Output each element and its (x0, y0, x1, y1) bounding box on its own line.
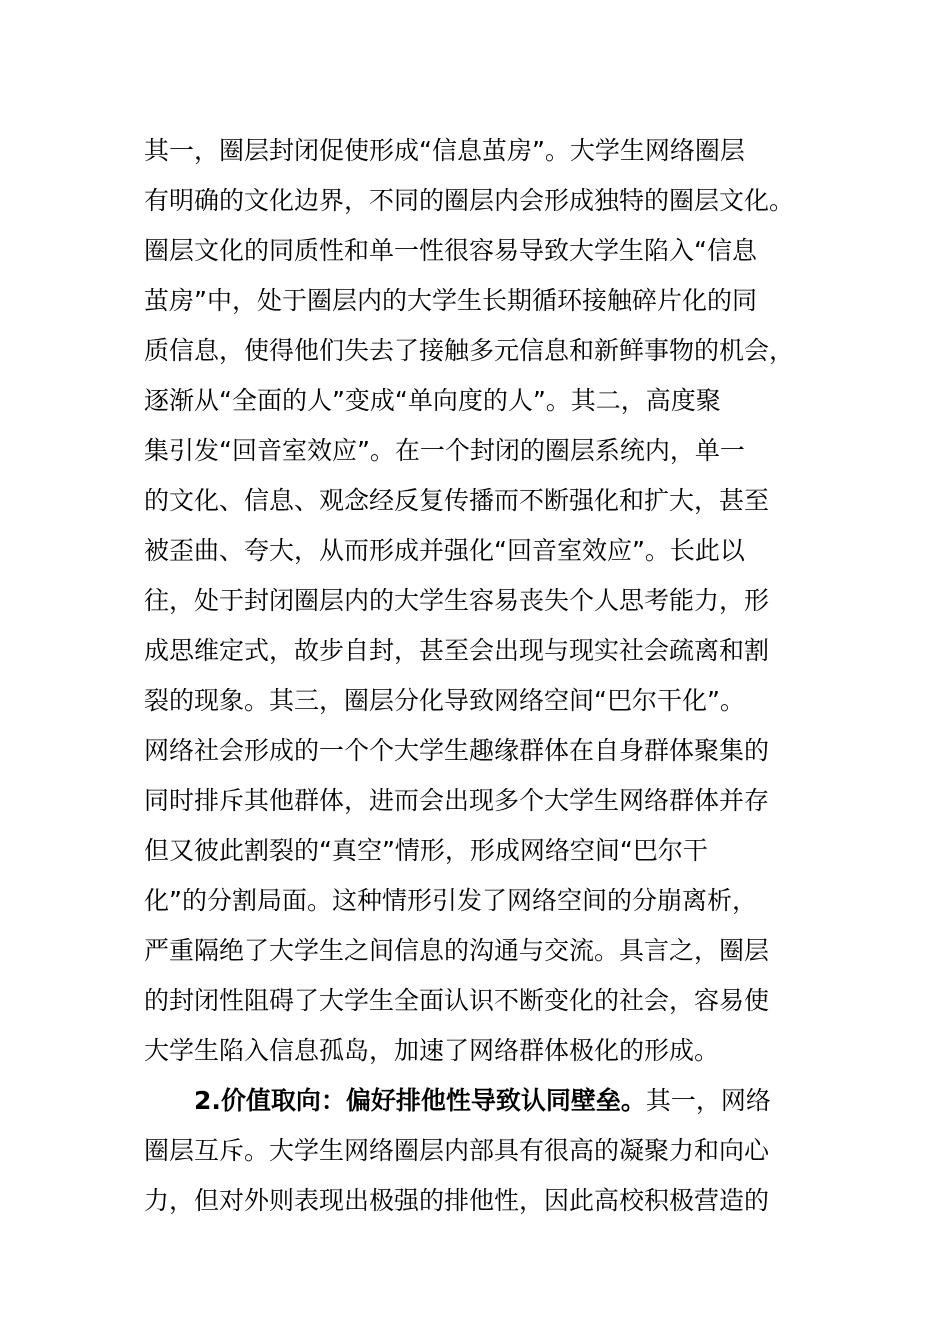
text-line: 逐渐从“全面的人”变成“单向度的人”。其二，高度聚 (144, 386, 721, 415)
heading-line-rest: 其一，网络 (645, 1086, 771, 1115)
text-line: 圈层互斥。大学生网络圈层内部具有很高的凝聚力和向心 (144, 1136, 770, 1165)
text-line: 裂的现象。其三，圈层分化导致网络空间“巴尔干化”。 (144, 686, 745, 715)
text-line: 其一，圈层封闭促使形成“信息茧房”。大学生网络圈层 (144, 136, 745, 165)
text-line: 化”的分割局面。这种情形引发了网络空间的分崩离析， (144, 886, 757, 915)
text-line: 质信息，使得他们失去了接触多元信息和新鲜事物的机会， (144, 336, 795, 365)
paragraph-1 (144, 126, 806, 1076)
paragraph-2 (144, 1076, 806, 1226)
section-heading: 2.价值取向：偏好排他性导致认同壁垒。 (194, 1086, 646, 1115)
text-line: 圈层文化的同质性和单一性很容易导致大学生陷入“信息 (144, 236, 757, 265)
text-line: 但又彼此割裂的“真空”情形，形成网络空间“巴尔干 (144, 836, 708, 865)
document-body (144, 126, 806, 1226)
text-line: 严重隔绝了大学生之间信息的沟通与交流。具言之，圈层 (144, 936, 770, 965)
text-line: 集引发“回音室效应”。在一个封闭的圈层系统内，单一 (144, 436, 745, 465)
text-line: 被歪曲、夸大，从而形成并强化“回音室效应”。长此以 (144, 536, 745, 565)
text-line: 同时排斥其他群体，进而会出现多个大学生网络群体并存 (144, 786, 770, 815)
text-line: 网络社会形成的一个个大学生趣缘群体在自身群体聚集的 (144, 736, 770, 765)
text-line (144, 1076, 806, 1126)
text-line: 力，但对外则表现出极强的排他性，因此高校积极营造的 (144, 1186, 770, 1215)
text-line: 大学生陷入信息孤岛，加速了网络群体极化的形成。 (144, 1036, 720, 1065)
text-line: 茧房”中，处于圈层内的大学生长期循环接触碎片化的同 (144, 286, 757, 315)
text-line: 成思维定式，故步自封，甚至会出现与现实社会疏离和割 (144, 636, 770, 665)
text-line: 的封闭性阻碍了大学生全面认识不断变化的社会，容易使 (144, 986, 770, 1015)
text-line: 有明确的文化边界，不同的圈层内会形成独特的圈层文化。 (144, 186, 795, 215)
text-line: 往，处于封闭圈层内的大学生容易丧失个人思考能力，形 (144, 586, 770, 615)
text-line: 的文化、信息、观念经反复传播而不断强化和扩大，甚至 (144, 486, 770, 515)
